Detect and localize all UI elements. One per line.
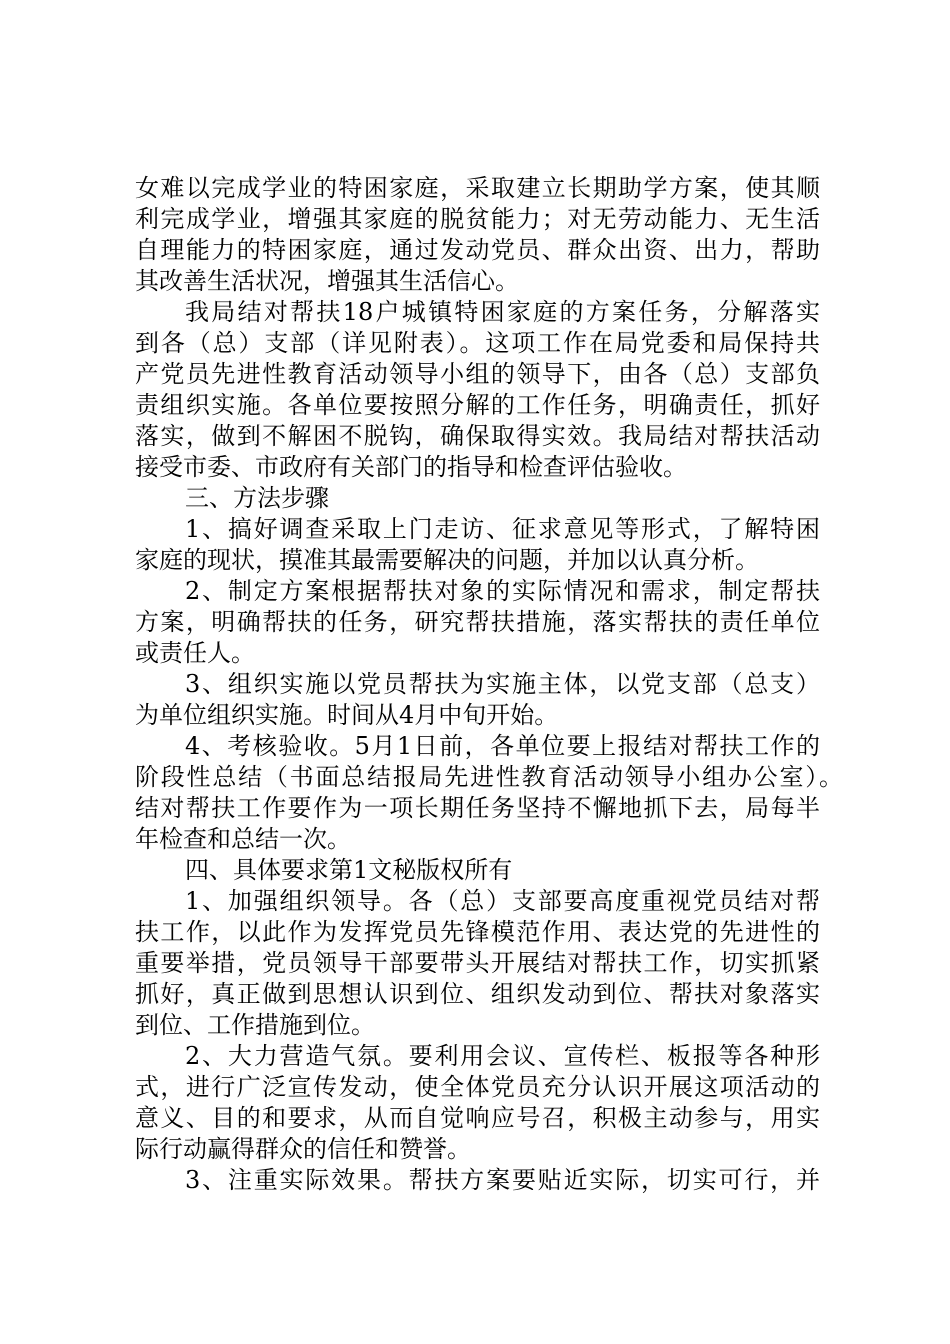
text-line: 到各（总）支部（详见附表）。这项工作在局党委和局保持共 [135,329,820,357]
text-line: 或责任人。 [135,639,255,667]
text-line: 责组织实施。各单位要按照分解的工作任务，明确责任，抓好 [135,391,820,419]
paragraph-first-line: 1、加强组织领导。各（总）支部要高度重视党员结对帮 [185,887,820,915]
paragraph-first-line: 2、制定方案根据帮扶对象的实际情况和需求，制定帮扶 [185,577,820,605]
text-line: 产党员先进性教育活动领导小组的领导下，由各（总）支部负 [135,360,820,388]
text-line: 式，进行广泛宣传发动，使全体党员充分认识开展这项活动的 [135,1073,820,1101]
document-body [135,173,845,1196]
paragraph-first-line: 3、组织实施以党员帮扶为实施主体，以党支部（总支） [185,670,820,698]
paragraph-first-line: 1、搞好调查采取上门走访、征求意见等形式，了解特困 [185,515,820,543]
paragraph-first-line: 4、考核验收。5月1日前，各单位要上报结对帮扶工作的 [185,732,820,760]
text-line: 女难以完成学业的特困家庭，采取建立长期助学方案，使其顺 [135,174,820,202]
text-line: 重要举措，党员领导干部要带头开展结对帮扶工作，切实抓紧 [135,949,820,977]
text-line: 家庭的现状，摸准其最需要解决的问题，并加以认真分析。 [135,546,759,574]
text-line: 结对帮扶工作要作为一项长期任务坚持不懈地抓下去，局每半 [135,794,820,822]
paragraph-first-line: 2、大力营造气氛。要利用会议、宣传栏、板报等各种形 [185,1042,820,1070]
text-line: 接受市委、市政府有关部门的指导和检查评估验收。 [135,453,687,481]
paragraph-first-line: 3、注重实际效果。帮扶方案要贴近实际，切实可行，并 [185,1166,820,1194]
text-line: 利完成学业，增强其家庭的脱贫能力；对无劳动能力、无生活 [135,205,820,233]
text-line: 自理能力的特困家庭，通过发动党员、群众出资、出力，帮助 [135,236,820,264]
text-line: 扶工作，以此作为发挥党员先锋模范作用、表达党的先进性的 [135,918,820,946]
text-line: 其改善生活状况，增强其生活信心。 [135,267,519,295]
text-line: 阶段性总结（书面总结报局先进性教育活动领导小组办公室）。 [135,763,843,791]
paragraph-first-line: 我局结对帮扶18户城镇特困家庭的方案任务，分解落实 [185,298,820,326]
text-line: 意义、目的和要求，从而自觉响应号召，积极主动参与，用实 [135,1104,820,1132]
text-line: 年检查和总结一次。 [135,825,351,853]
section-heading: 四、具体要求第1文秘版权所有 [185,856,513,884]
text-line: 落实，做到不解困不脱钩，确保取得实效。我局结对帮扶活动 [135,422,820,450]
section-heading: 三、方法步骤 [185,484,329,512]
text-line: 到位、工作措施到位。 [135,1011,375,1039]
text-line: 际行动赢得群众的信任和赞誉。 [135,1135,471,1163]
text-line: 方案，明确帮扶的任务，研究帮扶措施，落实帮扶的责任单位 [135,608,820,636]
text-line: 抓好，真正做到思想认识到位、组织发动到位、帮扶对象落实 [135,980,820,1008]
text-line: 为单位组织实施。时间从4月中旬开始。 [135,701,559,729]
